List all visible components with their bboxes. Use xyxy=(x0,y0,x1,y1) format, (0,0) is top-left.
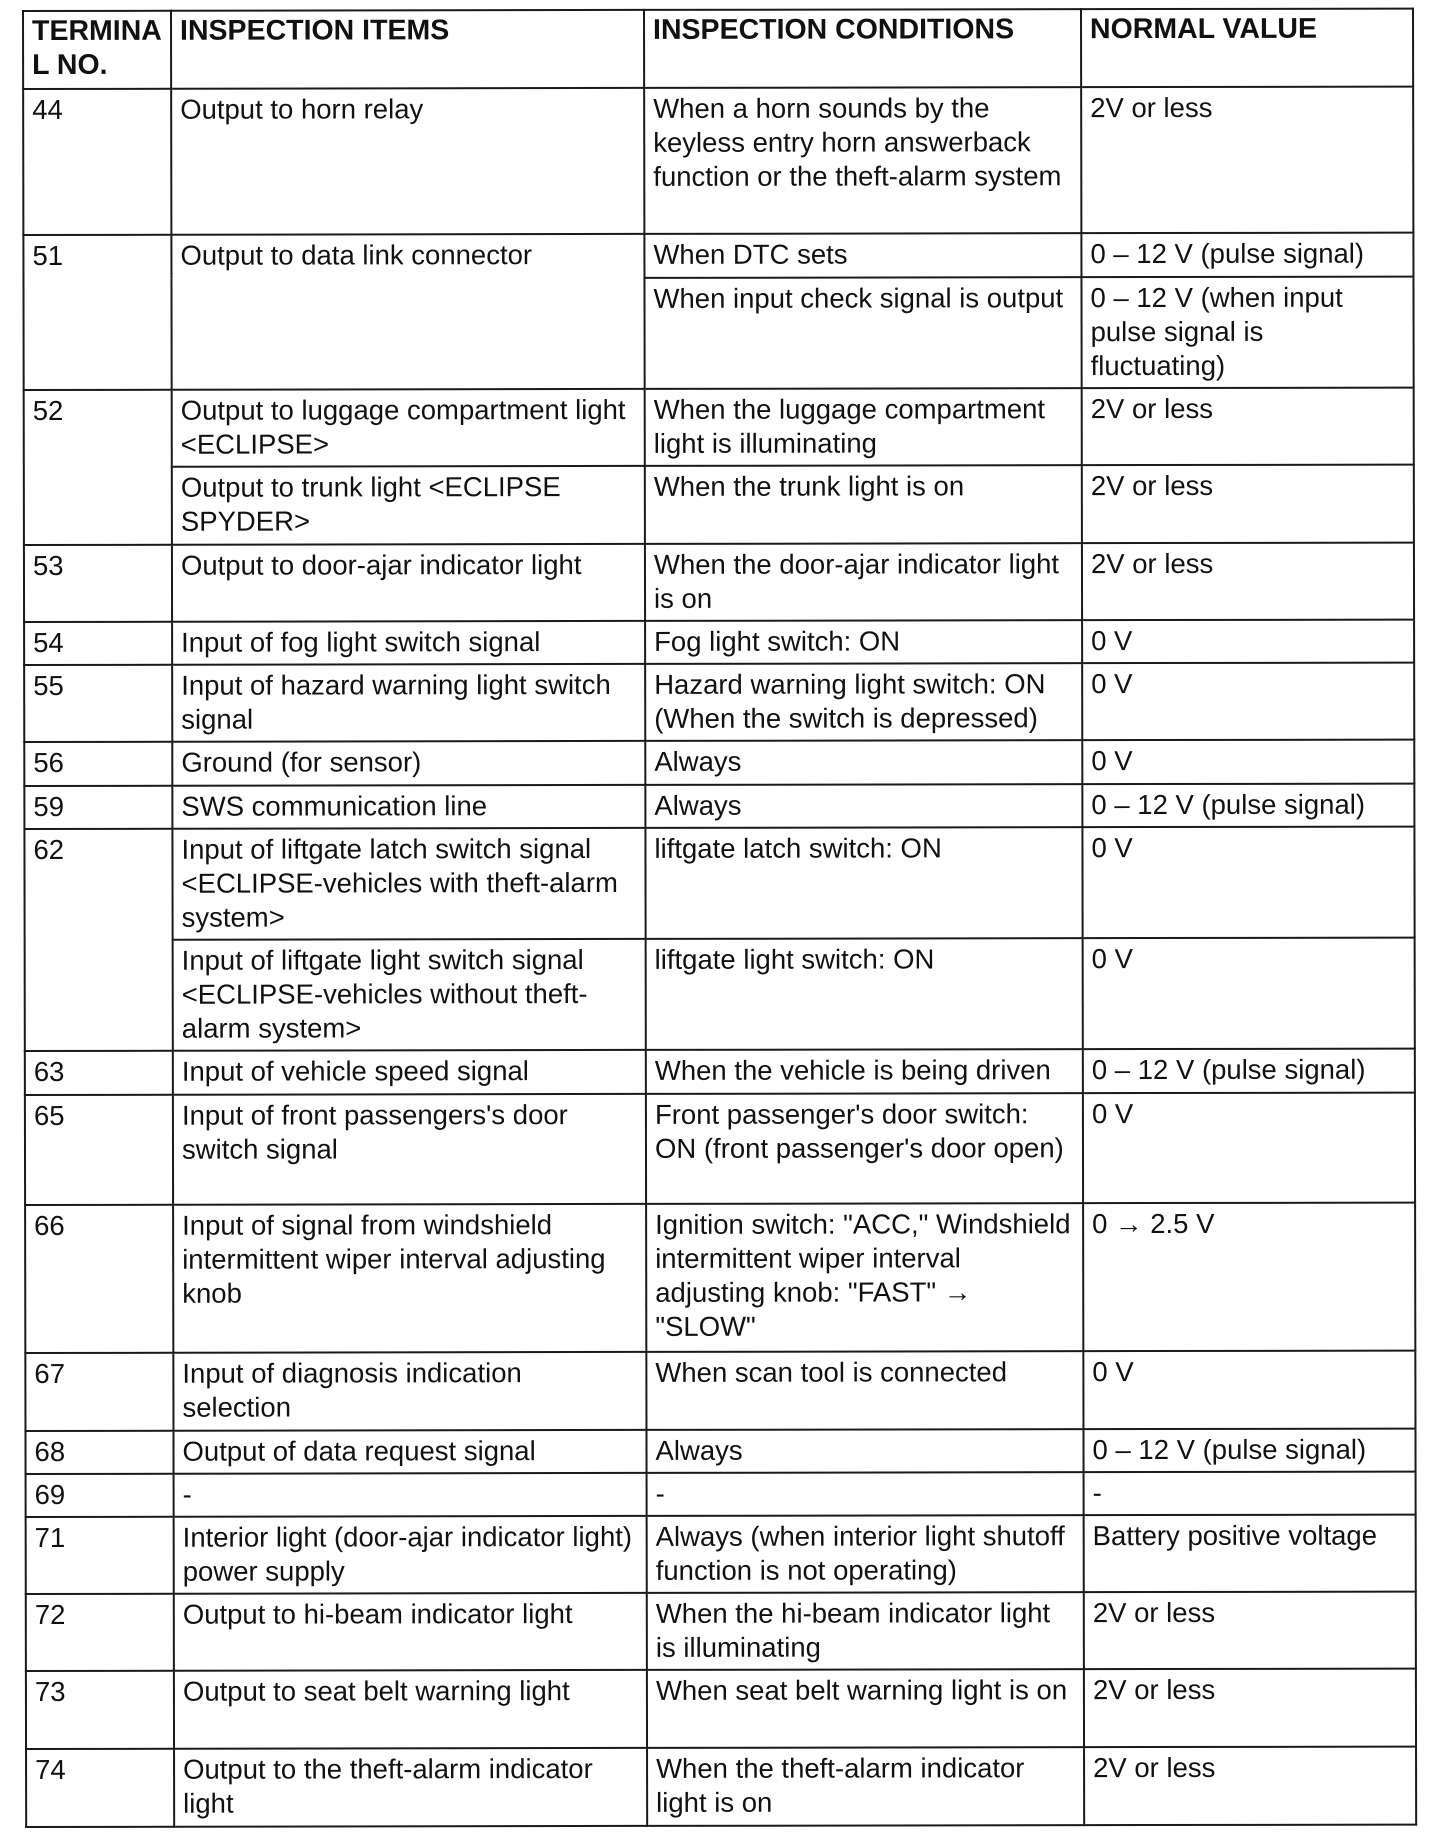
table-row-59 xyxy=(24,783,1414,829)
terminal-number: 53 xyxy=(24,544,172,622)
normal-value: 2V or less xyxy=(1082,465,1414,543)
inspection-condition: Always (when interior light shutoff function is not operating) xyxy=(647,1515,1084,1593)
inspection-condition: - xyxy=(647,1472,1084,1516)
terminal-number: 74 xyxy=(26,1748,174,1827)
table-row-62-b xyxy=(25,938,1415,1052)
inspection-condition: When the hi-beam indicator light is illuminating xyxy=(647,1592,1084,1670)
terminal-number: 54 xyxy=(24,622,172,665)
normal-value: 0 V xyxy=(1083,1092,1415,1203)
normal-value: 0 V xyxy=(1082,740,1414,784)
inspection-item: Output to the theft-alarm indicator light xyxy=(174,1748,647,1827)
table-row-51 xyxy=(23,232,1413,279)
inspection-condition: Fog light switch: ON xyxy=(645,620,1082,664)
inspection-item: Input of front passengers's door switch signal xyxy=(173,1093,646,1204)
inspection-condition: Ignition switch: "ACC," Windshield intermittent wiper interval adjusting knob: "FAST" → "SLOW" xyxy=(646,1203,1083,1352)
terminal-number: 71 xyxy=(26,1517,174,1595)
terminal-number: 56 xyxy=(24,742,172,785)
normal-value: 0 → 2.5 V xyxy=(1083,1202,1415,1351)
terminal-inspection-table xyxy=(22,8,1417,1828)
terminal-number: 52 xyxy=(24,390,172,545)
inspection-condition: When the vehicle is being driven xyxy=(646,1050,1083,1094)
terminal-number: 51 xyxy=(23,234,171,390)
table-row-62 xyxy=(24,826,1414,940)
inspection-item: Input of signal from windshield intermittent wiper interval adjusting knob xyxy=(173,1204,646,1353)
inspection-item: Input of liftgate latch switch signal <ECLIPSE-vehicles with theft-alarm system> xyxy=(172,828,645,940)
inspection-item: Input of hazard warning light switch signal xyxy=(172,664,645,742)
inspection-condition: When the trunk light is on xyxy=(645,466,1082,544)
terminal-number: 69 xyxy=(26,1473,174,1516)
table-row-67 xyxy=(25,1351,1415,1431)
terminal-number: 44 xyxy=(23,89,171,235)
inspection-item: Input of fog light switch signal xyxy=(172,621,645,665)
inspection-item: Output to seat belt warning light xyxy=(174,1670,647,1748)
inspection-item: Output to luggage compartment light <ECLIPSE> xyxy=(172,389,645,467)
table-row-56 xyxy=(24,740,1414,786)
inspection-condition: Always xyxy=(646,1429,1083,1473)
terminal-number: 63 xyxy=(25,1051,173,1094)
terminal-number: 59 xyxy=(24,785,172,828)
inspection-item: Output to trunk light <ECLIPSE SPYDER> xyxy=(172,466,645,544)
inspection-item: Output to data link connector xyxy=(171,234,644,390)
normal-value: 0 V xyxy=(1082,620,1414,664)
normal-value: 2V or less xyxy=(1084,1592,1416,1670)
inspection-condition: When the theft-alarm indicator light is on xyxy=(647,1747,1084,1826)
table-row-71 xyxy=(26,1514,1416,1594)
inspection-item: Input of liftgate light switch signal <ECLIPSE-vehicles without theft-alarm system> xyxy=(173,939,646,1051)
normal-value: 0 V xyxy=(1082,826,1414,938)
normal-value: 0 – 12 V (pulse signal) xyxy=(1081,232,1413,277)
normal-value: 0 – 12 V (pulse signal) xyxy=(1082,783,1414,827)
normal-value: 2V or less xyxy=(1082,388,1414,466)
normal-value: 2V or less xyxy=(1082,542,1414,620)
inspection-item: Input of diagnosis indication selection xyxy=(173,1352,646,1430)
table-row-44 xyxy=(23,87,1413,235)
normal-value: 0 V xyxy=(1083,1351,1415,1429)
table-row-68 xyxy=(25,1428,1415,1474)
normal-value: 0 V xyxy=(1083,938,1415,1050)
inspection-item: Output to horn relay xyxy=(171,88,644,234)
terminal-number: 67 xyxy=(25,1353,173,1431)
table-row-72 xyxy=(26,1592,1416,1672)
inspection-sheet xyxy=(22,8,1415,1828)
inspection-item: SWS communication line xyxy=(172,784,645,828)
inspection-condition: Front passenger's door switch: ON (front passenger's door open) xyxy=(646,1093,1083,1204)
normal-value: 0 – 12 V (pulse signal) xyxy=(1083,1049,1415,1093)
table-row-55 xyxy=(24,663,1414,743)
inspection-condition: liftgate latch switch: ON xyxy=(645,827,1082,939)
inspection-condition: When seat belt warning light is on xyxy=(647,1670,1084,1748)
table-row-66 xyxy=(25,1202,1415,1353)
normal-value: 2V or less xyxy=(1081,87,1413,233)
inspection-item: Output of data request signal xyxy=(173,1430,646,1474)
normal-value: 0 – 12 V (pulse signal) xyxy=(1083,1428,1415,1472)
normal-value: Battery positive voltage xyxy=(1084,1514,1416,1592)
table-row-53 xyxy=(24,542,1414,622)
inspection-condition: When the door-ajar indicator light is on xyxy=(645,543,1082,621)
terminal-number: 65 xyxy=(25,1094,173,1205)
terminal-number: 68 xyxy=(25,1430,173,1473)
normal-value: 2V or less xyxy=(1084,1669,1416,1747)
header-inspection-items: INSPECTION ITEMS xyxy=(171,10,644,89)
table-row-52 xyxy=(24,388,1414,468)
table-row-74 xyxy=(26,1746,1416,1827)
inspection-item: - xyxy=(174,1473,647,1517)
inspection-item: Input of vehicle speed signal xyxy=(173,1050,646,1094)
inspection-condition: Always xyxy=(645,741,1082,785)
table-row-73 xyxy=(26,1669,1416,1749)
normal-value: 2V or less xyxy=(1084,1746,1416,1825)
inspection-condition: When scan tool is connected xyxy=(646,1351,1083,1429)
inspection-condition: When the luggage compartment light is illuminating xyxy=(645,388,1082,466)
inspection-condition: When a horn sounds by the keyless entry horn answerback function or the theft-alarm system xyxy=(644,87,1081,233)
normal-value: 0 – 12 V (when input pulse signal is fluctuating) xyxy=(1081,276,1413,388)
normal-value: - xyxy=(1084,1471,1416,1515)
normal-value: 0 V xyxy=(1082,663,1414,741)
inspection-condition: liftgate light switch: ON xyxy=(646,938,1083,1050)
terminal-number: 55 xyxy=(24,665,172,743)
header-inspection-conditions: INSPECTION CONDITIONS xyxy=(644,9,1081,88)
header-terminal-no: TERMINA L NO. xyxy=(23,11,171,90)
terminal-number: 62 xyxy=(24,828,172,1051)
header-row xyxy=(23,9,1413,90)
inspection-item: Output to hi-beam indicator light xyxy=(174,1593,647,1671)
table-row-69 xyxy=(26,1471,1416,1517)
inspection-condition: Always xyxy=(645,784,1082,828)
header-normal-value: NORMAL VALUE xyxy=(1081,9,1413,88)
inspection-item: Ground (for sensor) xyxy=(172,741,645,785)
table-row-63 xyxy=(25,1049,1415,1095)
terminal-number: 73 xyxy=(26,1671,174,1749)
table-row-52-b xyxy=(24,465,1414,545)
terminal-number: 66 xyxy=(25,1205,173,1354)
table-row-65 xyxy=(25,1092,1415,1205)
inspection-condition: When DTC sets xyxy=(644,233,1081,278)
terminal-number: 72 xyxy=(26,1594,174,1672)
table-row-54 xyxy=(24,620,1414,666)
inspection-condition: When input check signal is output xyxy=(644,277,1081,389)
inspection-condition: Hazard warning light switch: ON (When the switch is depressed) xyxy=(645,663,1082,741)
inspection-item: Output to door-ajar indicator light xyxy=(172,544,645,622)
inspection-item: Interior light (door-ajar indicator light) power supply xyxy=(174,1516,647,1594)
